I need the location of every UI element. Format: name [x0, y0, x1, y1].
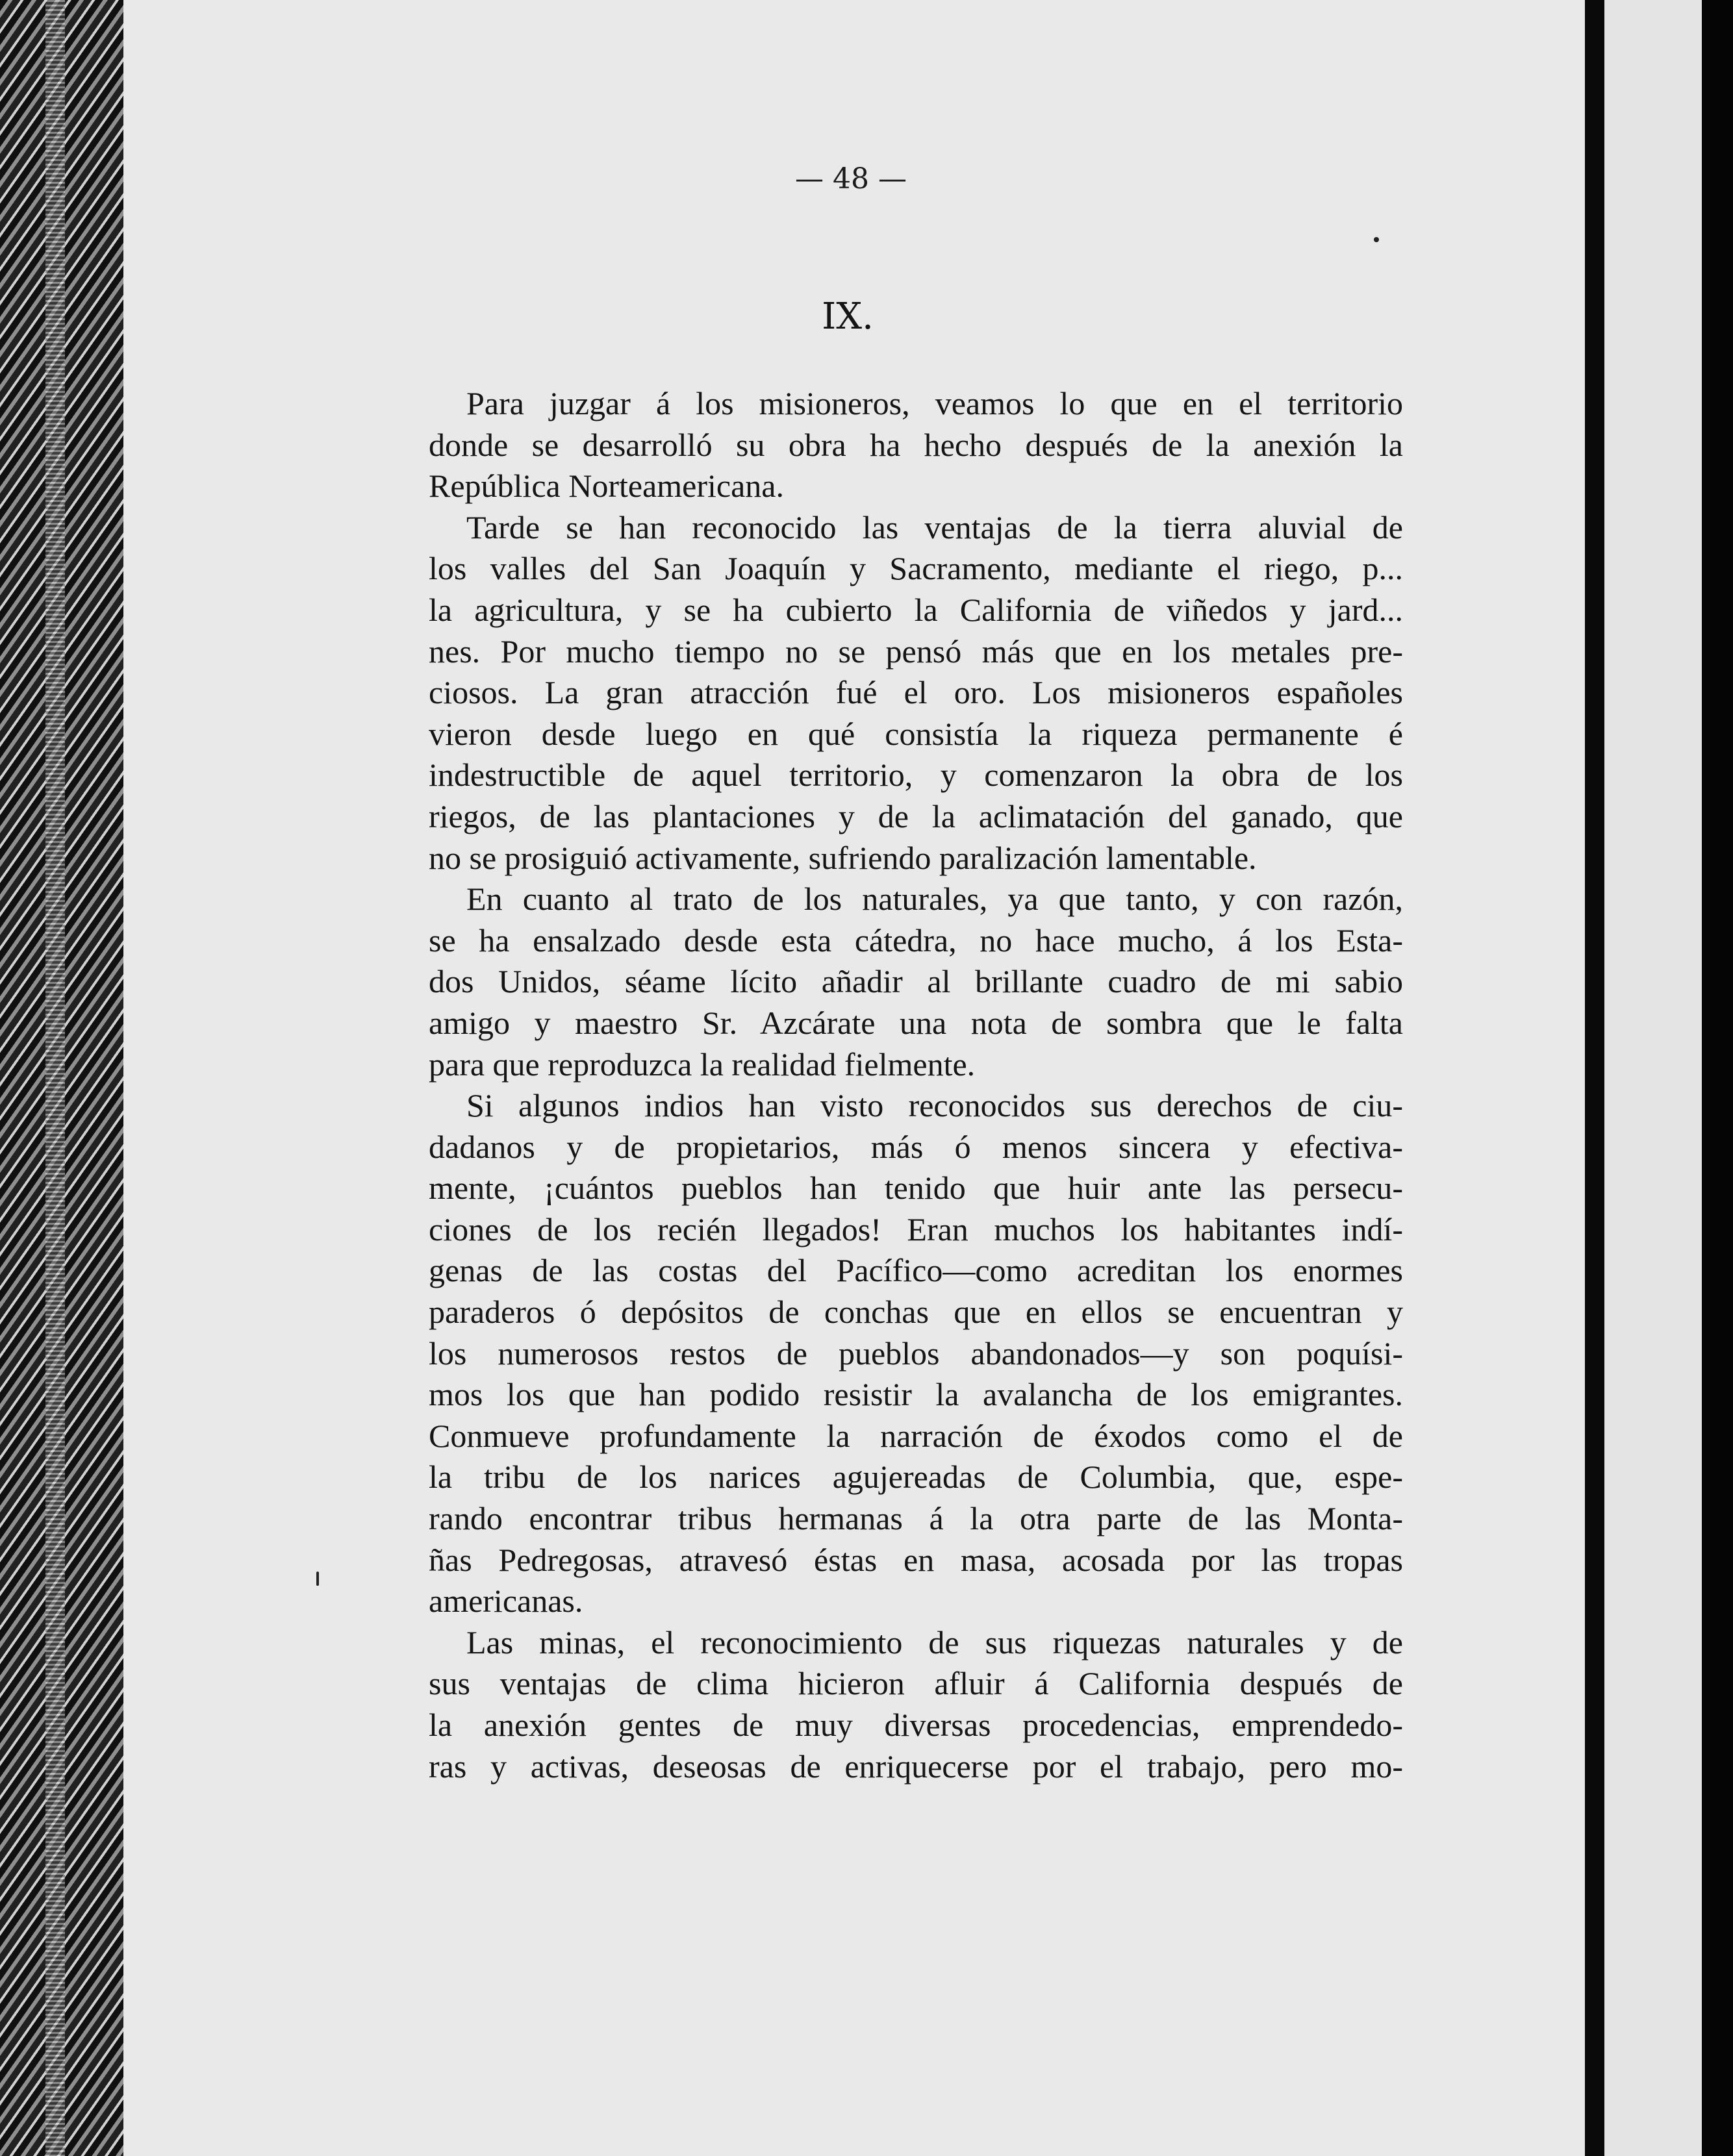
text-line: ñas Pedregosas, atravesó éstas en masa, acosada por las tropas [429, 1541, 1403, 1578]
text-line: dos Unidos, séame lícito añadir al brillante cuadro de mi sabio [429, 963, 1403, 1000]
paragraph [429, 1622, 1403, 1787]
text-line: dadanos y de propietarios, más ó menos sincera y efectiva- [429, 1128, 1403, 1165]
text-line: Para juzgar á los misioneros, veamos lo que en el territorio [466, 385, 1403, 421]
text-line: la anexión gentes de muy diversas procedencias, emprendedo- [429, 1707, 1403, 1743]
text-line: República Norteamericana. [429, 468, 784, 505]
text-line: paraderos ó depósitos de conchas que en ellos se encuentran y [429, 1294, 1403, 1331]
paragraph [429, 1085, 1403, 1622]
text-line: Conmueve profundamente la narración de éxodos como el de [429, 1417, 1403, 1454]
text-line: para que reproduzca la realidad fielmente. [429, 1046, 976, 1083]
text-line: Tarde se han reconocido las ventajas de la tierra aluvial de [466, 508, 1403, 545]
text-line: mente, ¡cuántos pueblos han tenido que huir ante las persecu- [429, 1170, 1403, 1207]
text-line: genas de las costas del Pacífico—como acreditan los enormes [429, 1252, 1403, 1289]
text-line: ciones de los recién llegados! Eran muchos los habitantes indí- [429, 1210, 1403, 1247]
paragraph [429, 507, 1403, 879]
page-edges [45, 0, 65, 2156]
text-line: amigo y maestro Sr. Azcárate una nota de sombra que le falta [429, 1004, 1403, 1041]
page-number: — 48 — [795, 162, 907, 195]
text-line: la tribu de los narices agujereadas de Columbia, que, espe- [429, 1459, 1403, 1496]
scan-speck [316, 1572, 319, 1586]
paragraph [429, 879, 1403, 1085]
text-line: los valles del San Joaquín y Sacramento, mediante el riego, p... [429, 550, 1403, 587]
text-line: se ha ensalzado desde esta cátedra, no hace mucho, á los Esta- [429, 921, 1403, 959]
text-line: los numerosos restos de pueblos abandonados—y son poquísi- [429, 1335, 1403, 1372]
text-line: la agricultura, y se ha cubierto la California de viñedos y jard... [429, 591, 1403, 628]
text-line: vieron desde luego en qué consistía la riqueza permanente é [429, 715, 1403, 752]
text-line: En cuanto al trato de los naturales, ya que tanto, y con razón, [466, 881, 1403, 918]
text-line: americanas. [429, 1583, 583, 1620]
scan-speck [1374, 237, 1379, 242]
chapter-heading: IX. [822, 295, 874, 338]
text-line: donde se desarrolló su obra ha hecho después de la anexión la [429, 426, 1403, 463]
text-line: nes. Por mucho tiempo no se pensó más que en los metales pre- [429, 633, 1403, 670]
text-line: Las minas, el reconocimiento de sus riquezas naturales y de [466, 1623, 1403, 1661]
scan-border [1702, 0, 1733, 2156]
text-line: ras y activas, deseosas de enriquecerse por el trabajo, pero mo- [429, 1748, 1403, 1785]
text-line: riegos, de las plantaciones y de la aclimatación del ganado, que [429, 797, 1403, 834]
text-line: rando encontrar tribus hermanas á la otra parte de las Monta- [429, 1500, 1403, 1537]
text-line: indestructible de aquel territorio, y comenzaron la obra de los [429, 757, 1403, 794]
body-text [429, 383, 1403, 1787]
text-line: mos los que han podido resistir la avalancha de los emigrantes. [429, 1376, 1403, 1413]
page-gutter [1585, 0, 1604, 2156]
text-line: no se prosiguió activamente, sufriendo paralización lamentable. [429, 839, 1257, 876]
adjacent-page-edge [1604, 0, 1702, 2156]
paragraph [429, 383, 1403, 507]
text-line: ciosos. La gran atracción fué el oro. Los misioneros españoles [429, 674, 1403, 711]
text-line: sus ventajas de clima hicieron afluir á California después de [429, 1665, 1403, 1702]
text-line: Si algunos indios han visto reconocidos sus derechos de ciu- [466, 1087, 1403, 1124]
